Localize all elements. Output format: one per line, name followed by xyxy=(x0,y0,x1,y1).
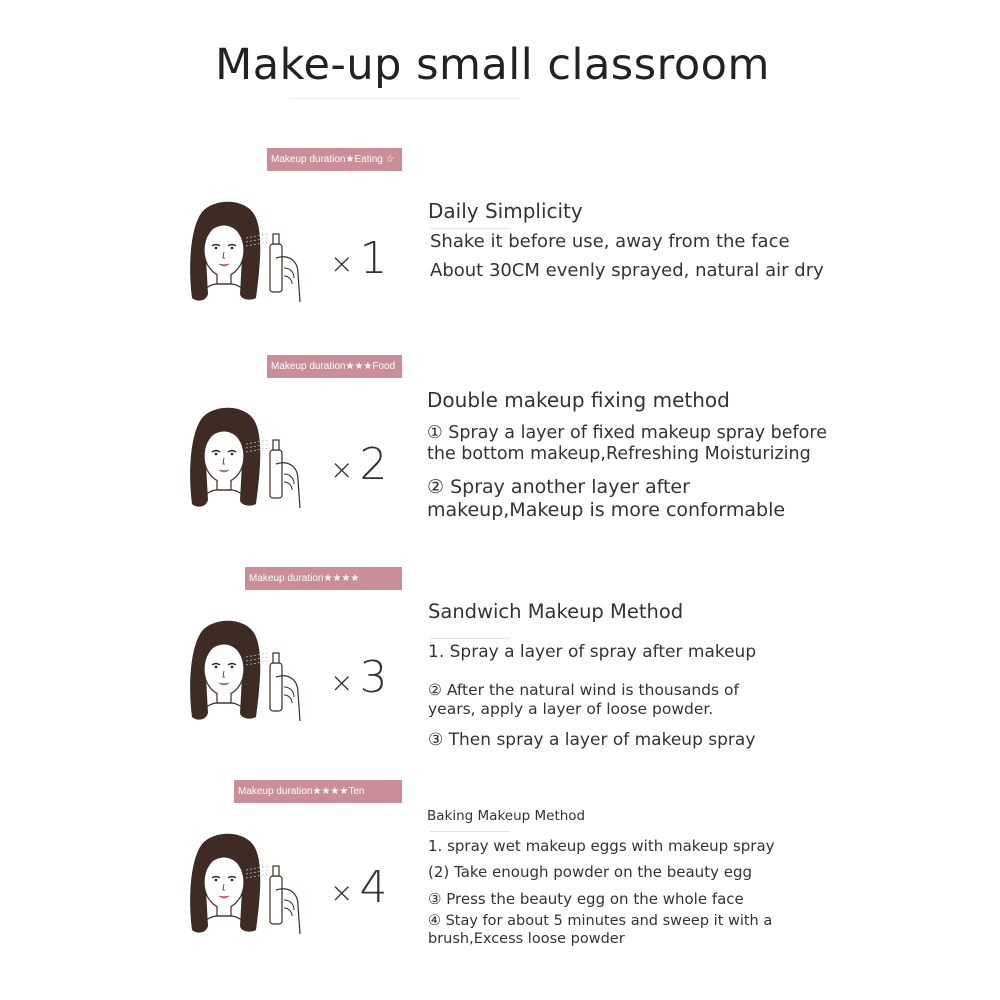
instruction-line: ③ Then spray a layer of makeup spray xyxy=(428,730,756,750)
instruction-line: the bottom makeup,Refreshing Moisturizing xyxy=(427,444,811,464)
times-count: × 1 xyxy=(330,233,388,284)
section-heading: Sandwich Makeup Method xyxy=(428,600,684,623)
times-count: × 3 xyxy=(330,652,388,703)
title-underline xyxy=(290,98,520,99)
instruction-line: ② After the natural wind is thousands of xyxy=(428,681,739,699)
section-heading: Baking Makeup Method xyxy=(427,808,586,824)
page-title: Make-up small classroom xyxy=(215,40,770,90)
duration-badge: Makeup duration★Eating ☆ xyxy=(267,148,402,171)
instruction-line: ② Spray another layer after xyxy=(427,476,690,498)
duration-badge: Makeup duration★★★★ xyxy=(245,567,402,590)
heading-rule xyxy=(430,638,510,639)
times-count: × 4 xyxy=(330,862,388,913)
face-spray-illustration xyxy=(184,404,324,524)
section-heading: Daily Simplicity xyxy=(428,199,583,223)
face-spray-illustration xyxy=(184,830,324,950)
instruction-line: About 30CM evenly sprayed, natural air dry xyxy=(430,260,824,281)
section-heading: Double makeup fixing method xyxy=(427,388,730,412)
instruction-line: makeup,Makeup is more conformable xyxy=(427,499,786,521)
instruction-line: Shake it before use, away from the face xyxy=(430,231,790,252)
instruction-line: ③ Press the beauty egg on the whole face xyxy=(428,890,744,908)
times-count: × 2 xyxy=(330,439,388,490)
face-spray-illustration xyxy=(184,617,324,737)
heading-rule xyxy=(430,228,510,229)
instruction-line: 1. Spray a layer of spray after makeup xyxy=(428,642,757,662)
heading-rule xyxy=(430,831,510,832)
duration-badge: Makeup duration★★★★Ten xyxy=(234,780,402,803)
face-spray-illustration xyxy=(184,198,324,318)
duration-badge: Makeup duration★★★Food xyxy=(267,355,402,378)
instruction-line: ① Spray a layer of fixed makeup spray before xyxy=(427,423,827,443)
instruction-line: (2) Take enough powder on the beauty egg xyxy=(428,863,752,881)
instruction-line: ④ Stay for about 5 minutes and sweep it with a xyxy=(428,913,773,929)
instruction-line: brush,Excess loose powder xyxy=(428,931,625,947)
instruction-line: 1. spray wet makeup eggs with makeup spray xyxy=(428,837,775,855)
instruction-line: years, apply a layer of loose powder. xyxy=(428,700,714,718)
